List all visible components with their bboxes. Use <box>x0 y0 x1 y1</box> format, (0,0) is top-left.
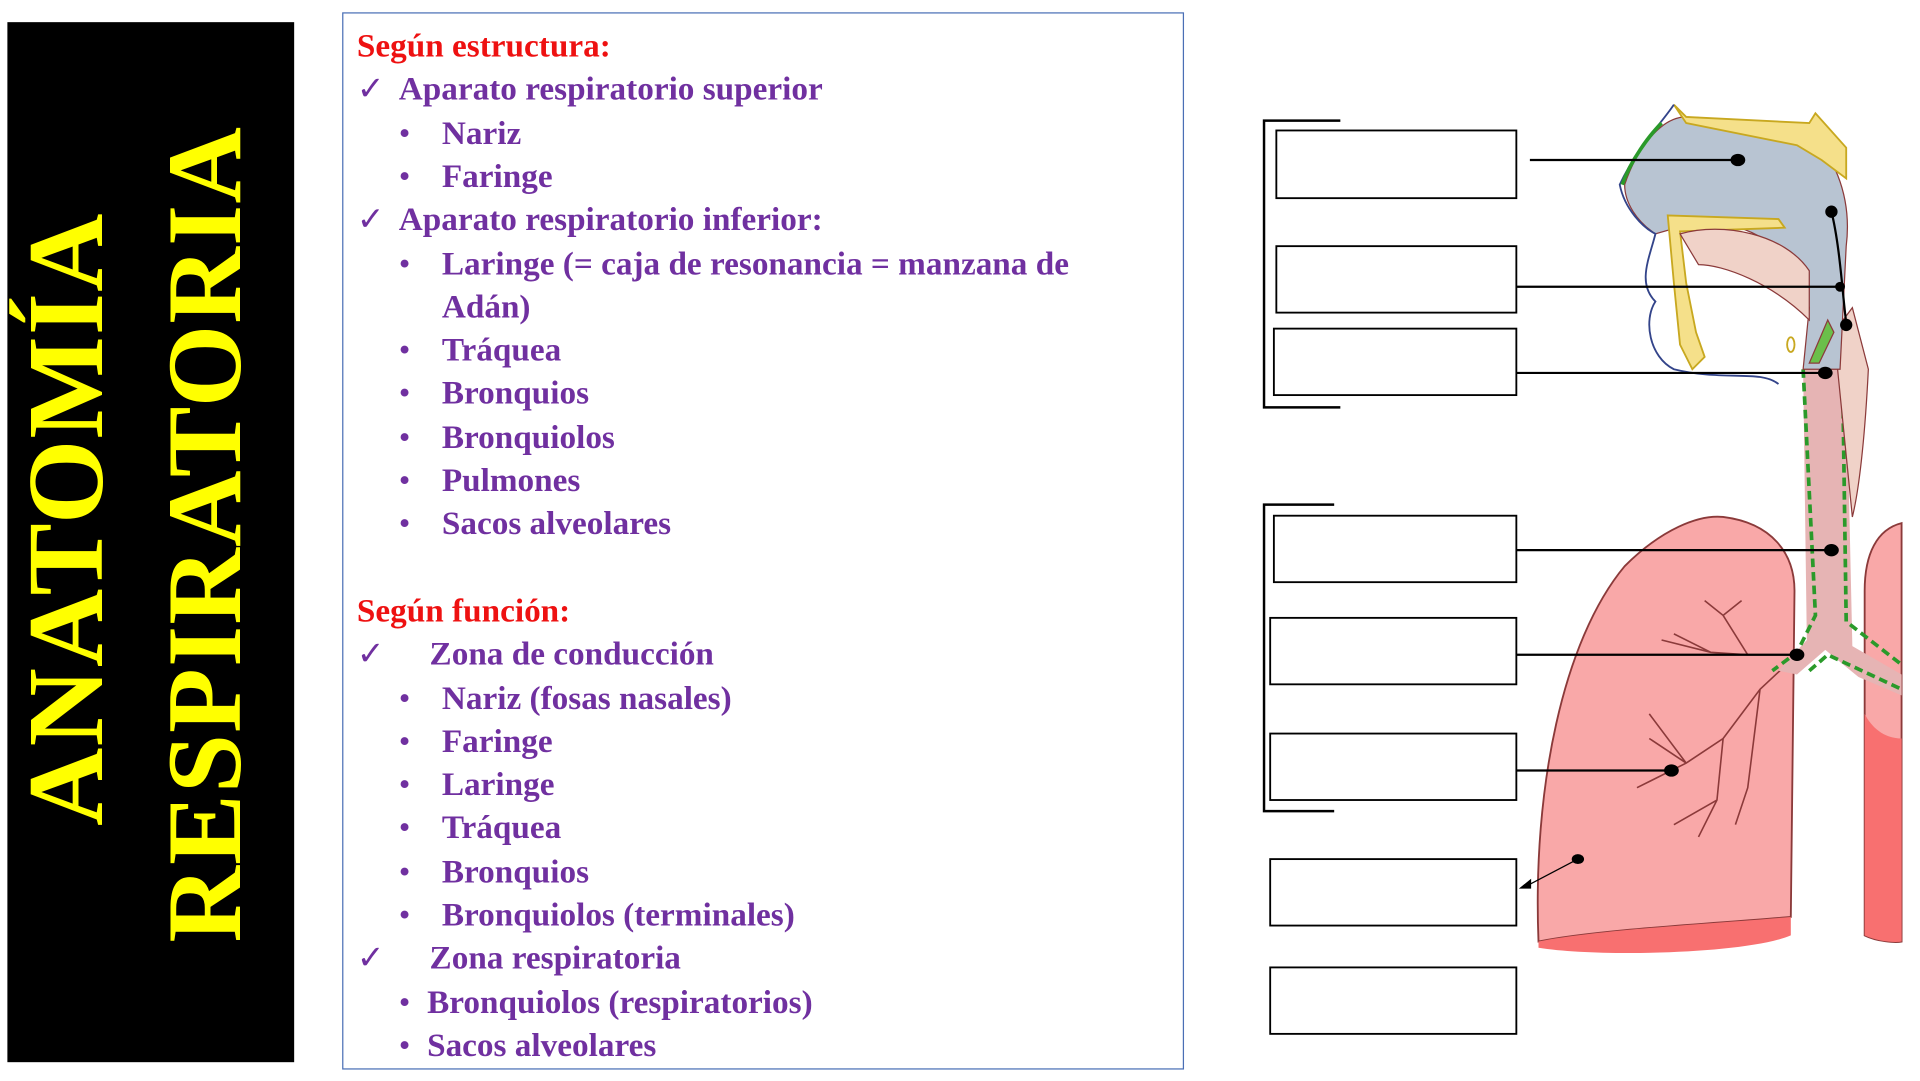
bullet-icon: • <box>398 461 411 499</box>
checkmark-icon: ✓ <box>356 70 385 108</box>
checkmark-icon: ✓ <box>356 200 385 238</box>
title-banner <box>7 22 294 1062</box>
left-lung <box>1538 517 1795 942</box>
checkmark-icon: ✓ <box>356 635 385 673</box>
item-text: Aparato respiratorio superior <box>398 70 823 108</box>
label-box-3[interactable] <box>1274 329 1516 395</box>
bullet-icon: • <box>398 896 411 933</box>
item-text: Sacos alveolares <box>427 1026 657 1064</box>
item-text: Bronquios <box>441 374 590 412</box>
bullet-icon: • <box>398 722 411 760</box>
bullet-icon: • <box>398 418 411 456</box>
bullet-icon: • <box>398 678 411 716</box>
bullet-icon: • <box>398 504 411 542</box>
bullet-icon: • <box>398 852 411 890</box>
item-text: Faringe <box>441 157 553 195</box>
bullet-icon: • <box>398 331 411 369</box>
bullet-icon: • <box>398 982 411 1020</box>
item-text: Nariz (fosas nasales) <box>441 678 732 716</box>
item-text: Sacos alveolares <box>441 504 672 542</box>
label-box-4[interactable] <box>1274 516 1516 582</box>
item-text: Tráquea <box>441 809 562 847</box>
bullet-icon: • <box>398 157 411 195</box>
classification-textbox <box>342 12 1184 1069</box>
item-text: Nariz <box>441 113 522 151</box>
bullet-icon: • <box>398 809 411 847</box>
label-box-8[interactable] <box>1270 967 1516 1033</box>
label-box-1[interactable] <box>1276 130 1516 198</box>
checkmark-icon: ✓ <box>356 939 385 977</box>
respiratory-system-diagram <box>1218 0 1920 1081</box>
item-text: Bronquiolos (terminales) <box>441 896 795 933</box>
item-text: Bronquios <box>441 852 590 890</box>
item-text: Laringe (= caja de resonancia = manzana de <box>441 244 1069 282</box>
title-line-1: ANATOMÍA <box>7 212 127 826</box>
bullet-icon: • <box>398 765 411 803</box>
label-box-2[interactable] <box>1276 246 1516 312</box>
item-text: Bronquiolos (respiratorios) <box>427 982 813 1020</box>
bullet-icon: • <box>398 1026 411 1064</box>
item-text: Según estructura: <box>356 27 611 65</box>
bullet-icon: • <box>398 113 411 151</box>
brackets <box>1264 121 1340 811</box>
item-text: Zona de conducción <box>429 635 714 673</box>
label-box-6[interactable] <box>1270 734 1516 800</box>
item-text: Adán) <box>441 287 531 325</box>
bullet-icon: • <box>398 374 411 412</box>
bullet-icon: • <box>398 244 411 282</box>
title-line-2: RESPIRATORIA <box>145 125 264 943</box>
item-text: Laringe <box>441 765 555 803</box>
label-box-7[interactable] <box>1270 859 1516 925</box>
label-box-5[interactable] <box>1270 618 1516 684</box>
item-text: Pulmones <box>441 461 581 499</box>
item-text: Tráquea <box>441 331 562 369</box>
item-text: Zona respiratoria <box>429 939 681 977</box>
item-text: Aparato respiratorio inferior: <box>398 200 823 238</box>
item-text: Bronquiolos <box>441 418 615 456</box>
item-text: Faringe <box>441 722 553 760</box>
item-text: Según función: <box>356 591 571 629</box>
